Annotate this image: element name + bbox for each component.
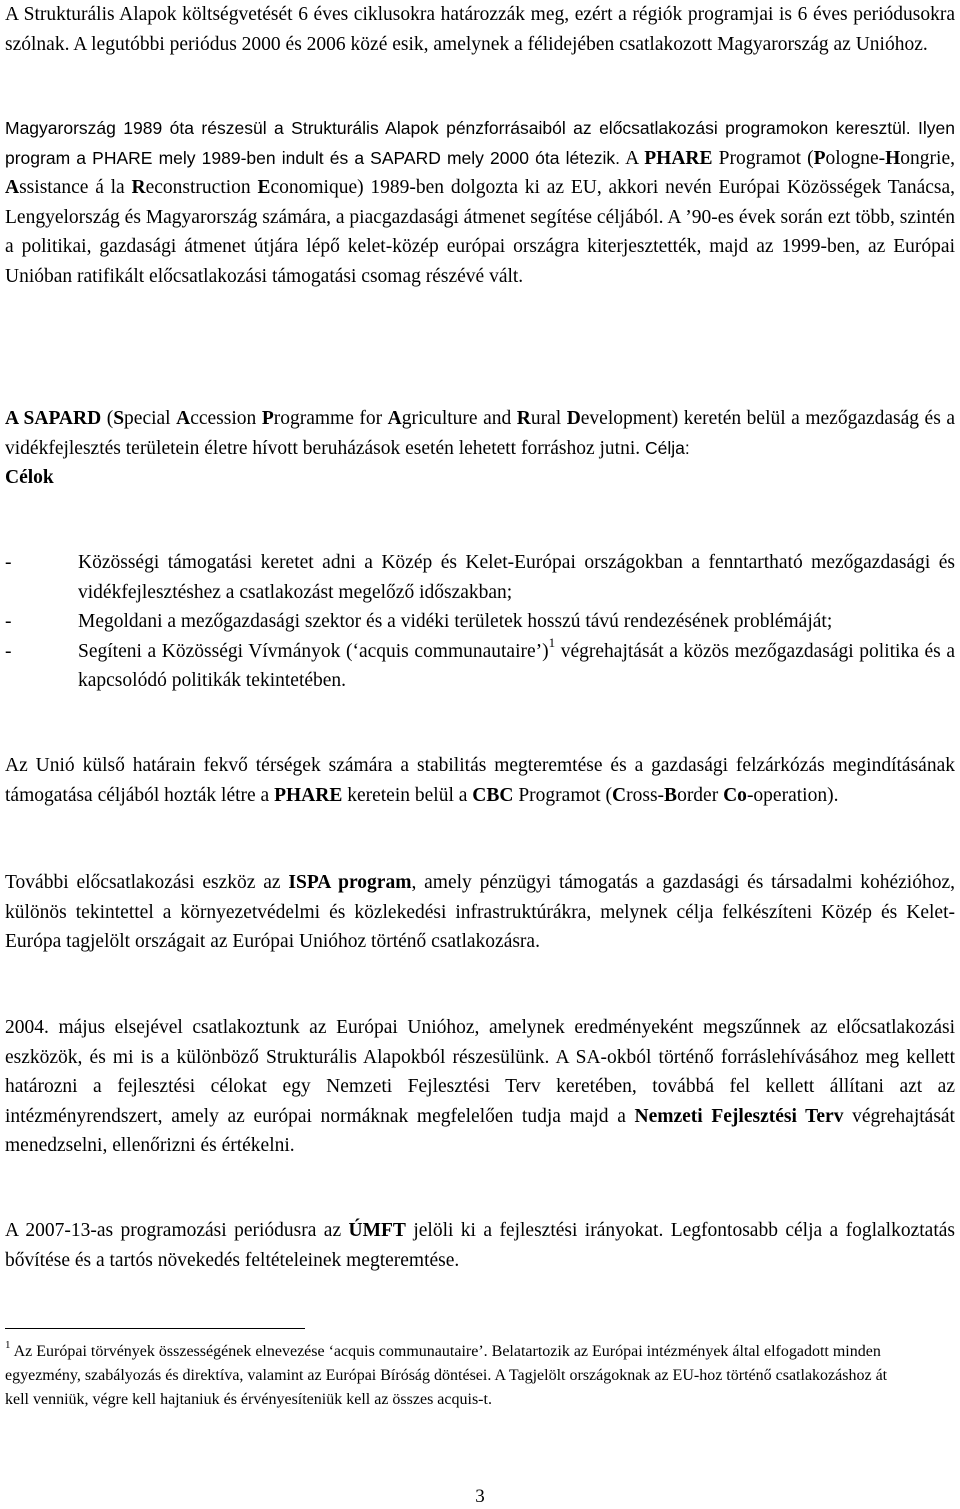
celok-heading: Célok (5, 467, 54, 489)
list-item: - Megoldani a mezőgazdasági szektor és a vidéki területek hosszú távú rendezésének problémáját; (5, 611, 833, 633)
goals-list (5, 548, 955, 696)
paragraph-cbc: Az Unió külső határain fekvő térségek számára a stabilitás megteremtése és a gazdasági felzárkózás megindításának támogatása céljából hozták létre a PHARE keretein belül a CBC Programot (Cross-Border Co-operation). (5, 755, 955, 806)
paragraph-sapard: A SAPARD (Special Accession Programme for Agriculture and Rural Development) keretén belül a mezőgazdaság és a vidékfejlesztés területein életre hívott beruházások esetén lehetett forráshoz jutni. Célja: Célok (5, 408, 955, 489)
paragraph-phare-sapard: Magyarország 1989 óta részesül a Strukturális Alapok pénzforrásaiból az előcsatlakozási programokon keresztül. Ilyen program a PHARE mely 1989-ben indult és a SAPARD mely 2000 óta létezik. A PHARE Programot (Pologne-Hongrie, Assistance á la Reconstruction Economique) 1989-ben dolgozta ki az EU, akkori nevén Európai Közösségek Tanácsa, Lengyelország és Magyarország számára, a piacgazdasági átmenet segítése céljából. A ’90-es évek során ezt több, szintén a politikai, gazdasági átmenet útjára lépő kelet-közép európai országra kiterjesztették, majd az 1999-ben, az Európai Unióban ratifikált előcsatlakozási támogatási csomag részévé vált. (5, 118, 955, 287)
sapard-term: SAPARD (23, 408, 102, 429)
paragraph-preaccession-intro: Magyarország 1989 óta részesül a Strukturális Alapok pénzforrásaiból az előcsatlakozási programokon keresztül. Ilyen program a PHARE mely 1989-ben indult és a SAPARD mely 2000 óta létezik. (5, 118, 955, 168)
paragraph-eu-accession-2004: 2004. május elsejével csatlakoztunk az Európai Unióhoz, amelynek eredményeként megszűnnek az előcsatlakozási eszközök, és mi is a különböző Strukturális Alapokból részesülünk. A SA-okból történő forráslehívásához meg kellett határozni a fejlesztési célokat egy Nemzeti Fejlesztési Terv keretében, továbbá fel kellett állítani azt az intézményrendszert, amely az európai normáknak megfelelően tudja majd a Nemzeti Fejlesztési Terv végrehajtását menedzselni, ellenőrizni és értékelni. (5, 1017, 955, 1157)
phare-term: PHARE (644, 147, 713, 169)
footnote-ref[interactable]: 1 (548, 635, 556, 651)
paragraph-ispa: További előcsatlakozási eszköz az ISPA program, amely pénzügyi támogatás a gazdasági és társadalmi kohézióhoz, különös tekintettel a környezetvédelmi és közlekedési infrastruktúrákra, melynek célja felkészíteni Közép és Kelet-Európa tagjelölt országait az Európai Unióhoz történő csatlakozásra. (5, 872, 955, 953)
footnote-separator (5, 1328, 305, 1329)
celja-label: Célja: (640, 437, 690, 458)
footnote: $^1$ Az Európai törvények összességének elnevezése ‘acquis communautaire’. Belatartozik az Európai intézmények által elfogadott minden egyezmény, szabályozás és direktíva, valamint az Európai Bíróság döntései. A Tagjelölt országoknak az EU-hoz történő csatlakozáshoz át kell venniük, végre kell hajtaniuk és érvényesíteniük kell az összes acquis-t. (5, 1338, 888, 1409)
list-item: - Közösségi támogatási keretet adni a Közép és Kelet-Európai országokban a fenntartható mezőgazdasági és vidékfejlesztéshez a csatlakozást megelőző időszakban; (5, 552, 955, 603)
page-number: 3 (475, 1486, 485, 1507)
paragraph-umft: A 2007-13-as programozási periódusra az ÚMFT jelöli ki a fejlesztési irányokat. Legfontosabb célja a foglalkoztatás bővítése és a tartós növekedés feltételeinek megteremtése. (5, 1220, 955, 1271)
paragraph-structural-funds-cycle: A Strukturális Alapok költségvetését 6 éves ciklusokra határozzák meg, ezért a régiók programjai is 6 éves periódusokra szólnak. A legutóbbi periódus 2000 és 2006 közé esik, amelynek a félidejében csatlakozott Magyarország az Unióhoz. (5, 4, 955, 55)
list-item: - Segíteni a Közösségi Vívmányok (‘acquis communautaire’)$^1$ végrehajtását a közös mezőgazdasági politika és a kapcsolódó politikák tekintetében. (5, 635, 955, 692)
footnote-number: 1 (5, 1338, 11, 1351)
